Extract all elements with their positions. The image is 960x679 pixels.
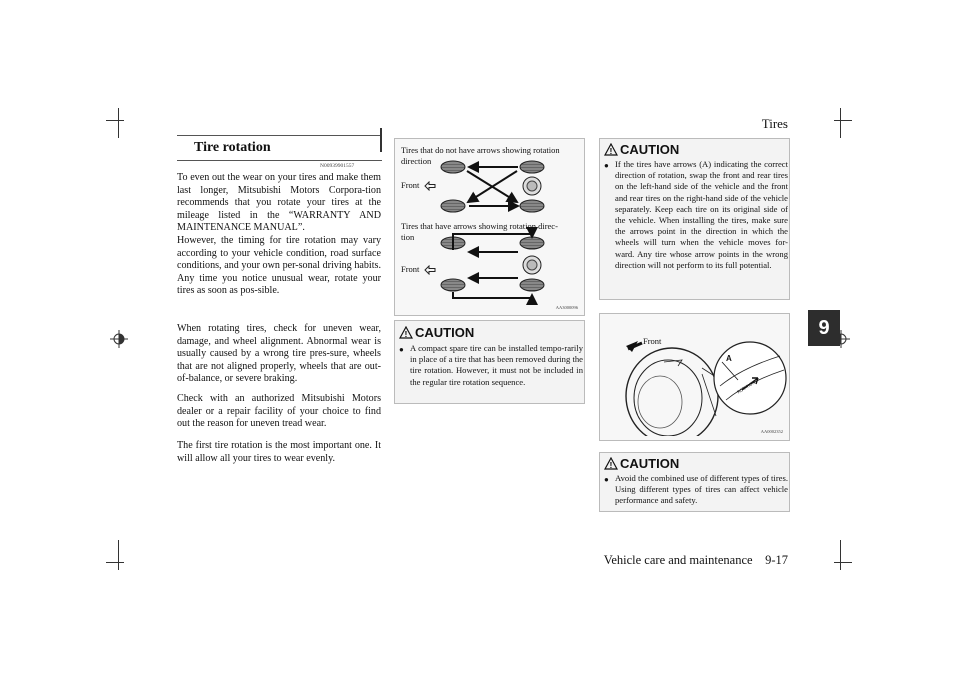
paragraph-first-rotation: The first tire rotation is the most important one. It will allow all your tires to wear evenly. (177, 440, 381, 464)
svg-text:!: ! (609, 147, 613, 156)
crop-mark-bl-v (118, 540, 119, 570)
section-heading (177, 135, 382, 161)
warning-triangle-icon (604, 457, 618, 470)
rotation-figure (394, 138, 585, 316)
rotation-diagram (435, 155, 580, 305)
label-arrows: Tires that have arrows showing rotation direc-tion (401, 221, 558, 242)
caution-spare-heading (399, 325, 474, 340)
caution-spare-text-block (399, 343, 583, 388)
caution-arrows-box (599, 138, 790, 300)
chapter-tab: 9 (808, 310, 840, 346)
svg-text:ROTATION: ROTATION (736, 379, 756, 395)
page-header-title: Tires (761, 116, 788, 131)
crop-mark-br-v (840, 540, 841, 570)
paragraph-intro: To even out the wear on your tires and make them last longer, Mitsubishi Motors Corpora-tion recommends that you rotate your tires at the mileage listed in the “WARRANTY AND MAINTENANCE MANUAL”. (177, 172, 381, 234)
tire-marker-a: A (726, 354, 732, 363)
caution-arrows-text: If the tires have arrows (A) indicating the correct direction of rotation, swap the front and rear tires on the left-hand side of the vehicle and the front and rear tires on the right-hand side of the vehicle separately. Keep each tire on its original side of the vehicle. When installing the tires, make sure the arrows point in the direction in which the wheels will turn when the vehicle moves for-ward. Any tire whose arrow points in the wrong direction will not perform to its full potential. (615, 159, 788, 270)
warning-triangle-icon (399, 326, 413, 339)
caution-types-box (599, 452, 790, 512)
caution-spare-title: CAUTION (415, 325, 475, 340)
label-no-arrows: Tires that do not have arrows showing rotation direction (401, 145, 560, 166)
crop-mark-tl-h (106, 120, 124, 121)
bullet-icon: ● (399, 345, 404, 354)
caution-arrows-heading (604, 142, 679, 157)
caution-types-heading (604, 456, 679, 471)
warning-triangle-icon (604, 143, 618, 156)
svg-text:!: ! (404, 330, 408, 339)
paragraph-dealer: Check with an authorized Mitsubishi Motors dealer or a repair facility of your choice to find out the reason for uneven tread wear. (177, 393, 381, 430)
page-footer: Vehicle care and maintenance 9-17 (603, 553, 788, 567)
paragraph-timing: However, the timing for tire rotation may vary according to your vehicle condition, road surface conditions, and your own per-sonal driving habits. Any time you notice unusual wear, rotate your tires as soon as pos-sible. (177, 235, 381, 297)
caution-spare-box (394, 320, 585, 404)
tire-front-label: Front (643, 336, 662, 346)
crop-mark-tr-v (840, 108, 841, 138)
front-label-bottom: Front (401, 264, 420, 274)
caution-spare-text: A compact spare tire can be installed tempo-rarily in place of a tire that has been removed during the tire rotation. However, it must not be included in the regular tire rotation sequence. (410, 343, 583, 387)
section-title: Tire rotation (194, 140, 271, 155)
tire-illustration (602, 316, 787, 436)
front-label-top: Front (401, 180, 420, 190)
svg-text:!: ! (609, 461, 613, 470)
caution-arrows-title: CAUTION (620, 142, 680, 157)
caution-arrows-text-block (604, 159, 788, 271)
crop-mark-tl-v (118, 108, 119, 138)
paragraph-check: When rotating tires, check for uneven wear, damage, and wheel alignment. Abnormal wear is usually caused by a wrong tire pres-sure, wheels that are not aligned properly, wheels that are out-of-balance, or severe braking. (177, 323, 381, 385)
caution-types-title: CAUTION (620, 456, 680, 471)
section-heading-bar (380, 128, 382, 152)
rotation-figure-code: AA3000096 (555, 305, 578, 310)
crop-mark-br-h (834, 562, 852, 563)
bullet-icon: ● (604, 161, 609, 170)
tire-figure-code: AA0002352 (760, 429, 783, 434)
section-code: N00939901557 (320, 163, 355, 169)
bullet-icon: ● (604, 475, 609, 484)
crop-mark-tr-h (834, 120, 852, 121)
tire-arrow-figure (599, 313, 790, 441)
caution-types-text-block (604, 473, 788, 507)
crop-mark-bl-h (106, 562, 124, 563)
caution-types-text: Avoid the combined use of different types of tires. Using different types of tires can affect vehicle performance and safety. (615, 473, 788, 506)
registration-mark-left (110, 330, 128, 348)
